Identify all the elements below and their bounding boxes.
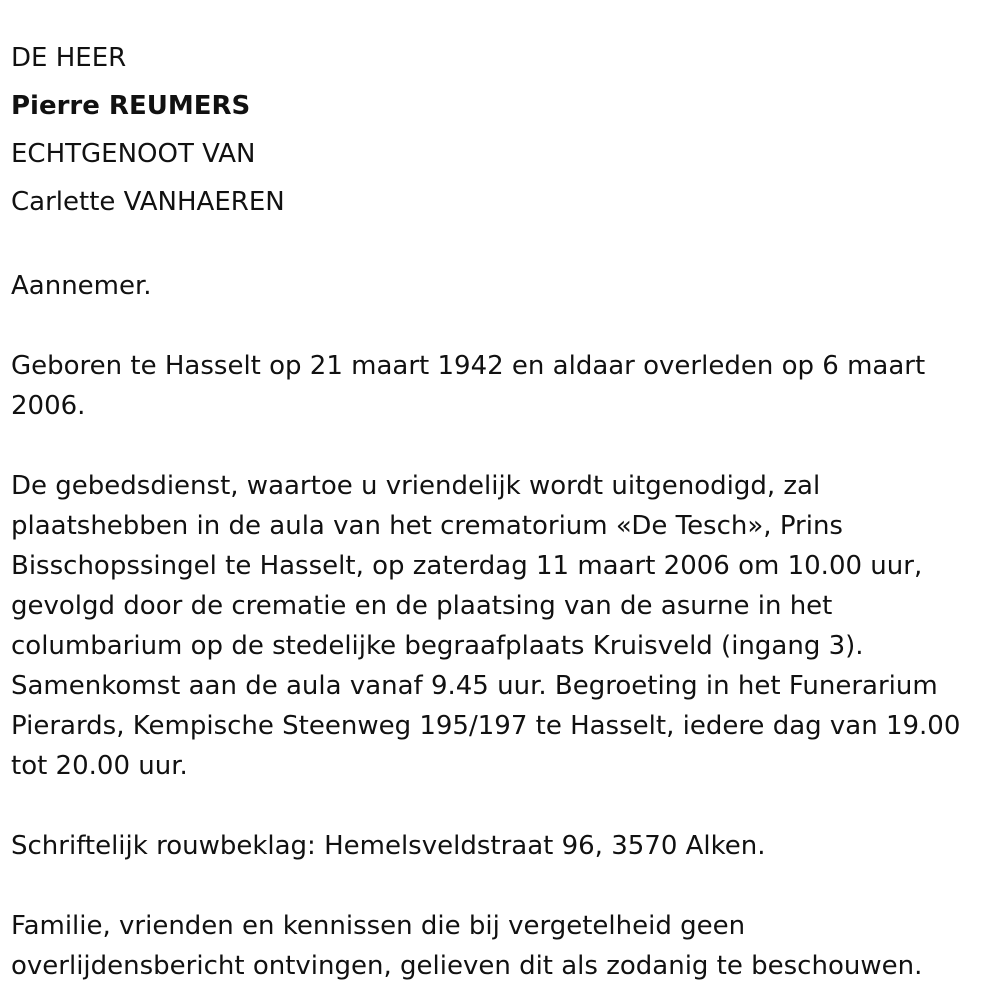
service-paragraph: De gebedsdienst, waartoe u vriendelijk wordt uitgenodigd, zal plaatshebben in de aula van het crematorium «De Tesch», Prins Bisschopssingel te Hasselt, op zaterdag 11 maart 2006 om 10.00 uur, gevolgd door de crematie en de plaatsing van de asurne in het columbarium op de stedelijke begraafplaats Kruisveld (ingang 3). Samenkomst aan de aula vanaf 9.45 uur. Begroeting in het Funerarium Pierards, Kempische Steenweg 195/197 te Hasselt, iedere dag van 19.00 tot 20.00 uur. bbox=[11, 471, 961, 781]
spacer bbox=[11, 226, 986, 266]
birth-death-paragraph: Geboren te Hasselt op 21 maart 1942 en aldaar overleden op 6 maart 2006. bbox=[11, 351, 926, 421]
deceased-name: Pierre REUMERS bbox=[11, 91, 251, 121]
spouse-name: Carlette VANHAEREN bbox=[11, 187, 285, 217]
occupation: Aannemer. bbox=[11, 271, 152, 301]
closing-paragraph: Familie, vrienden en kennissen die bij vergetelheid geen overlijdensbericht ontvingen, gelieven dit als zodanig te beschouwen. bbox=[11, 911, 923, 981]
salutation: DE HEER bbox=[11, 43, 127, 73]
spacer bbox=[11, 866, 986, 906]
spacer bbox=[11, 306, 986, 346]
spacer bbox=[11, 426, 986, 466]
relation-label: ECHTGENOOT VAN bbox=[11, 139, 256, 169]
spacer bbox=[11, 786, 986, 826]
death-notice bbox=[11, 34, 986, 986]
condolence-address: Schriftelijk rouwbeklag: Hemelsveldstraat 96, 3570 Alken. bbox=[11, 831, 766, 861]
